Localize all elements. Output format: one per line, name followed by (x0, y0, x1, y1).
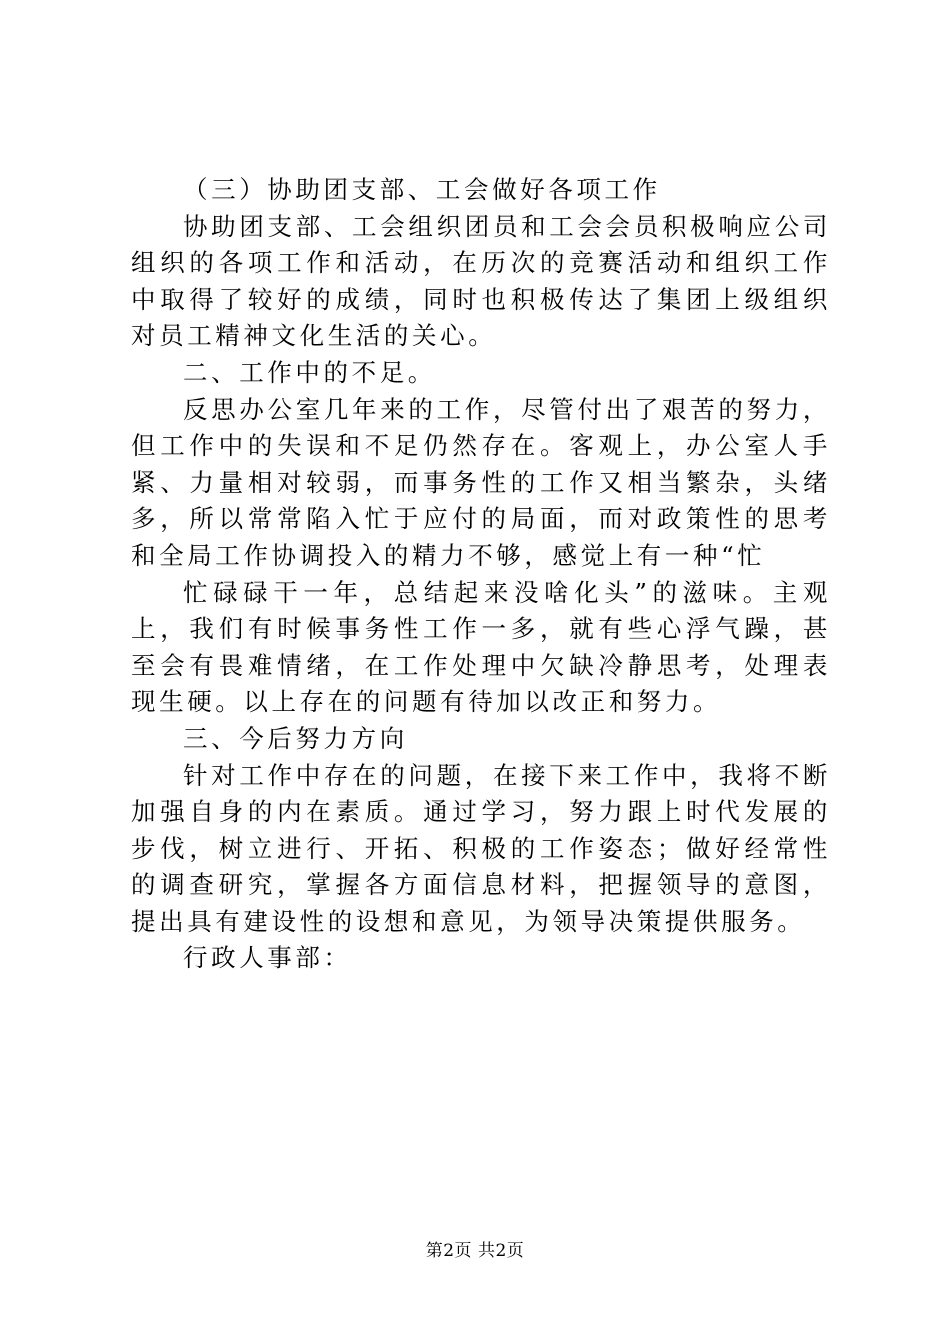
paragraph-shortcomings-2: 忙碌碌干一年，总结起来没啥化头”的滋味。主观上，我们有时候事务性工作一多，就有些心浮气躁，甚至会有畏难情绪，在工作处理中欠缺冷静思考，处理表现生硬。以上存在的问题有待加以改正和努力。 (131, 577, 831, 717)
section-heading-assist-league: （三）协助团支部、工会做好各项工作 (183, 175, 661, 204)
paragraph-future-direction: 针对工作中存在的问题，在接下来工作中，我将不断加强自身的内在素质。通过学习，努力跟上时代发展的步伐，树立进行、开拓、积极的工作姿态；做好经常性的调查研究，掌握各方面信息材料，把握领导的意图，提出具有建设性的设想和意见，为领导决策提供服务。 (131, 760, 831, 936)
page-number-footer: 第2页 共2页 (425, 1241, 525, 1261)
paragraph-shortcomings-1: 反思办公室几年来的工作，尽管付出了艰苦的努力，但工作中的失误和不足仍然存在。客观上，办公室人手紧、力量相对较弱，而事务性的工作又相当繁杂，头绪多，所以常常陷入忙于应付的局面，而对政策性的思考和全局工作协调投入的精力不够，感觉上有一种“忙 (131, 394, 831, 570)
paragraph-assist-league: 协助团支部、工会组织团员和工会会员积极响应公司组织的各项工作和活动，在历次的竞赛活动和组织工作中取得了较好的成绩，同时也积极传达了集团上级组织对员工精神文化生活的关心。 (131, 211, 831, 351)
section-heading-future-direction: 三、今后努力方向 (183, 723, 408, 753)
section-heading-shortcomings: 二、工作中的不足。 (183, 357, 436, 387)
signature-department: 行政人事部： (183, 943, 352, 973)
document-body (131, 172, 831, 977)
